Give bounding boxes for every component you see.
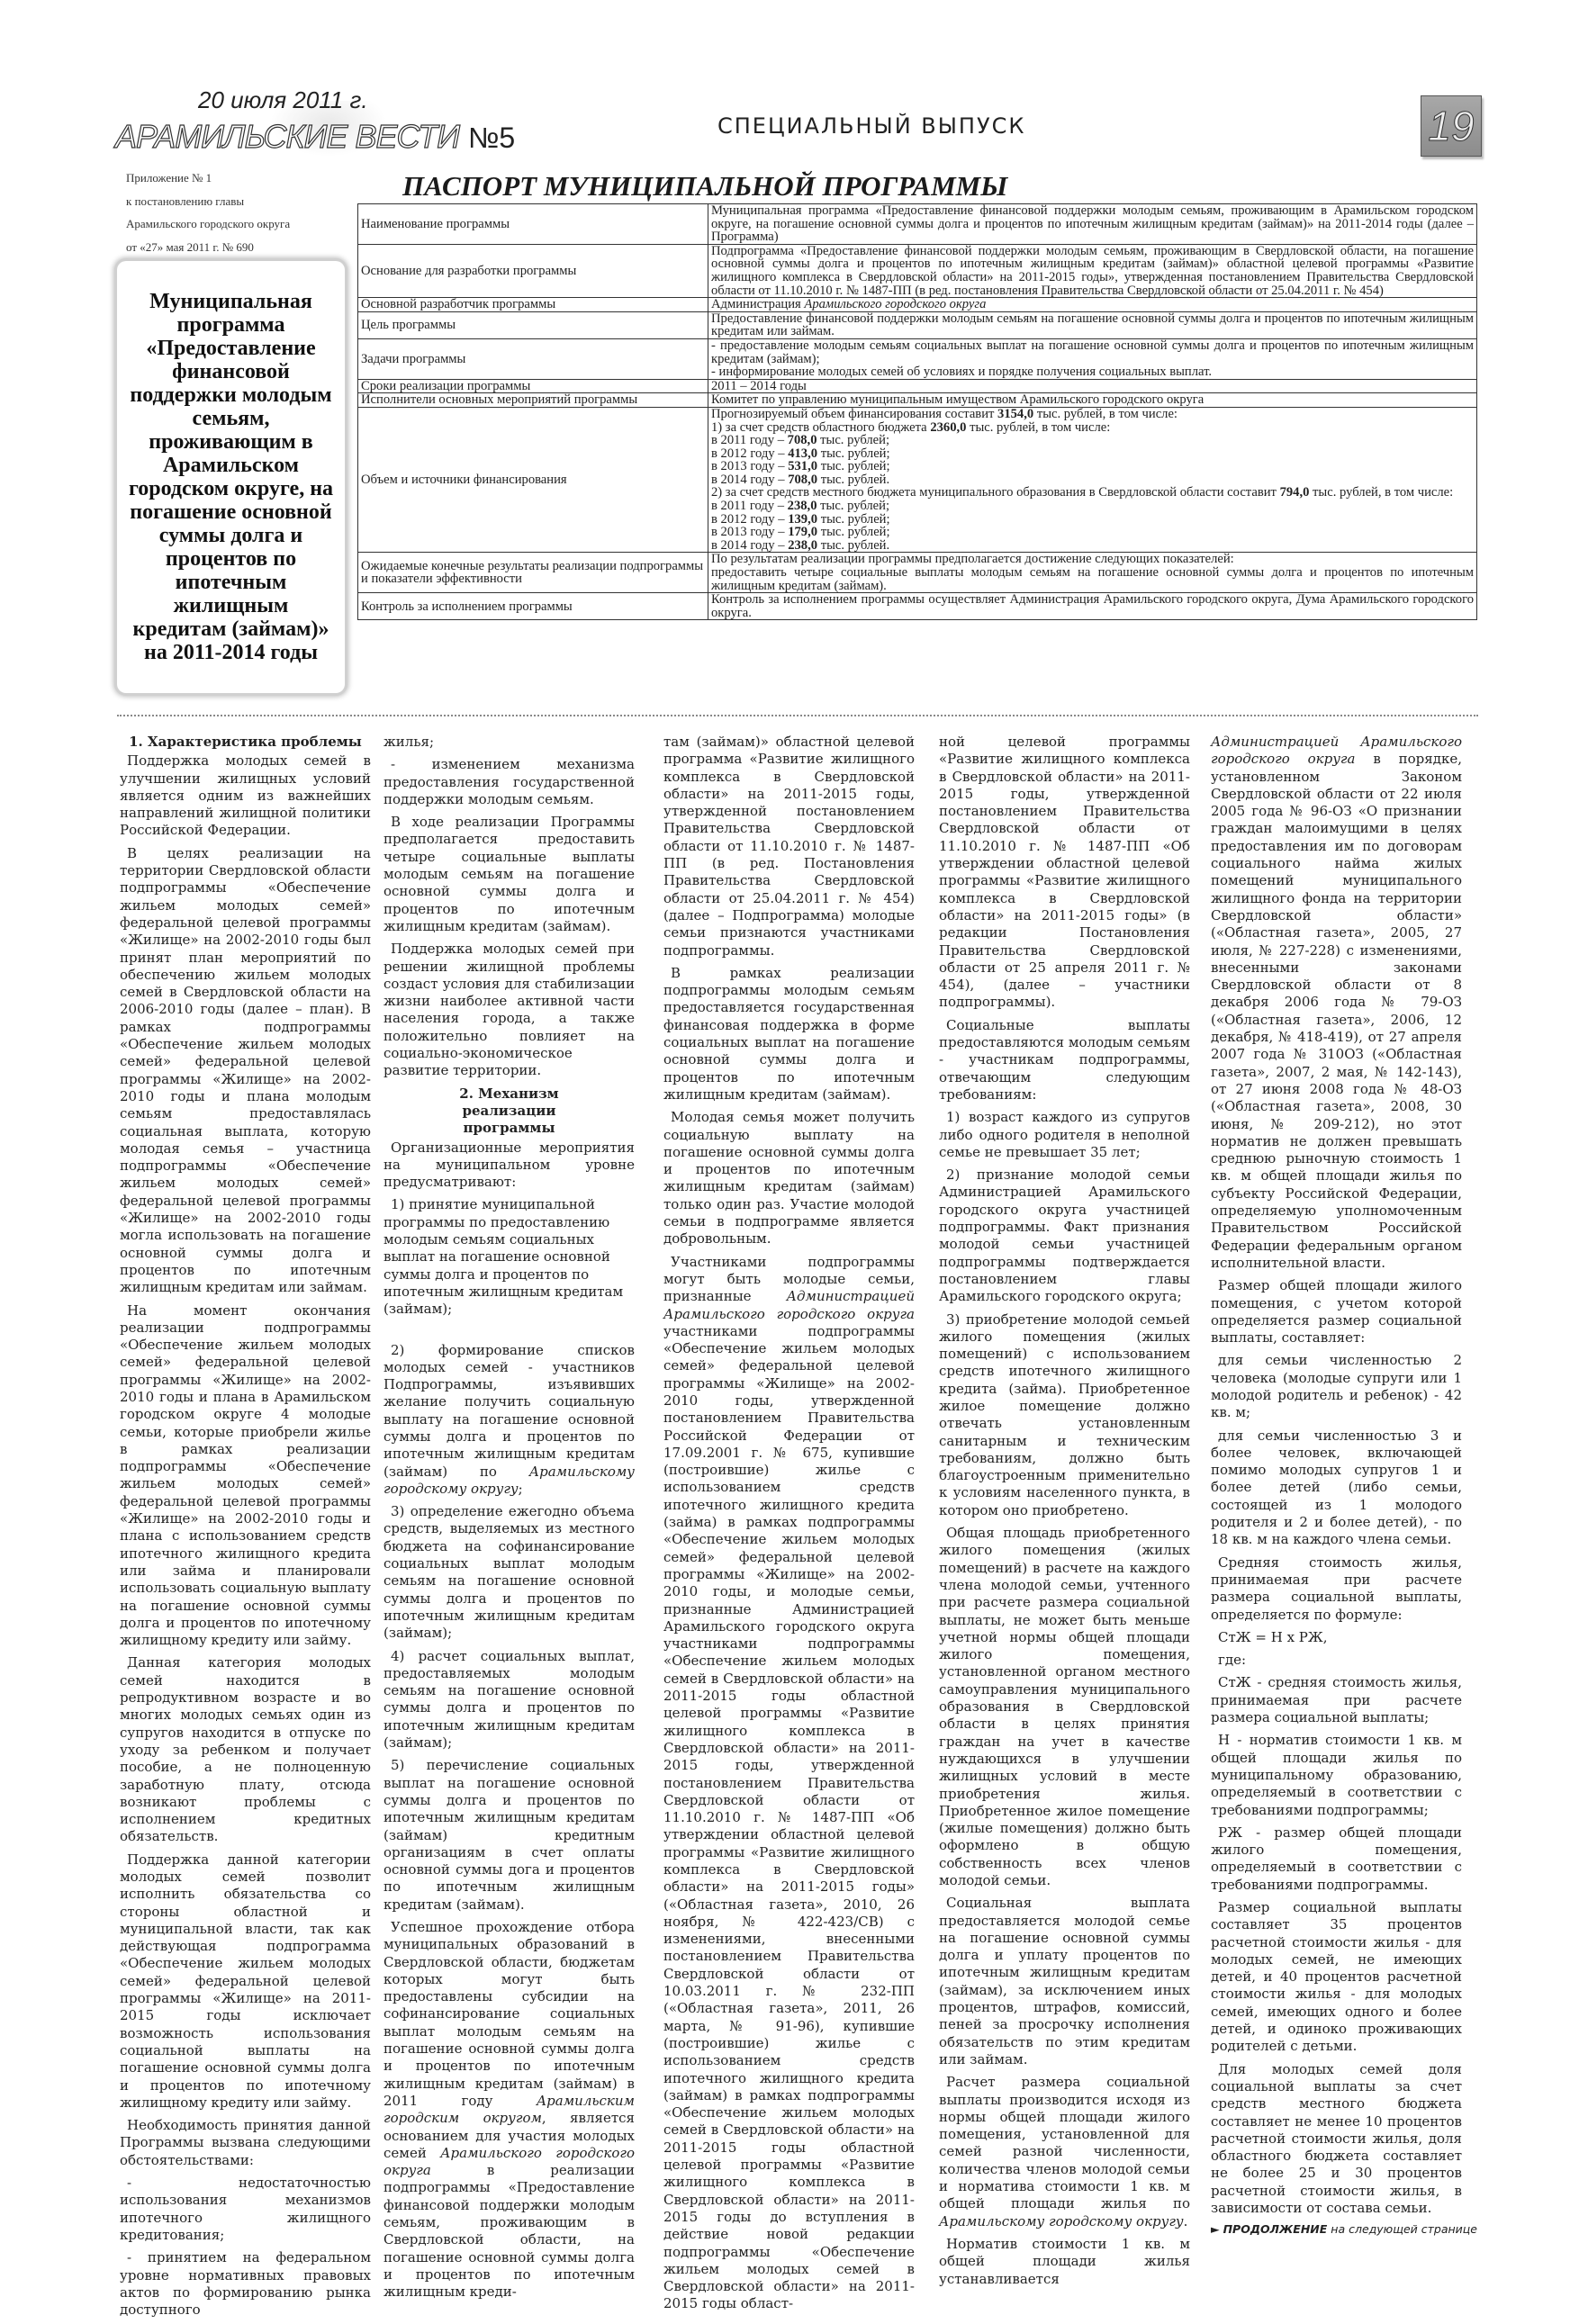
- text-run: в 2013 году –: [711, 459, 789, 474]
- continuation-text: на следующей странице: [1327, 2222, 1477, 2237]
- paragraph: [1211, 1554, 1462, 1624]
- text-run: в 2012 году –: [711, 511, 789, 527]
- section-heading: 2. Механизм реализации программы: [459, 1085, 559, 1137]
- text-run: 3) определение ежегодно объема средств, выделяемых из местного бюджета на софинансирование социальных выплат молодым семьям на погашение основной суммы долга и процентов по ипотечным жилищным кредитам (займам);: [383, 1503, 635, 1642]
- text-run: в 2014 году –: [711, 537, 789, 553]
- passport-value-line: [711, 408, 1474, 421]
- annex-line: Приложение № 1: [126, 171, 212, 185]
- passport-value-line: [711, 486, 1474, 500]
- spacer: [383, 1324, 635, 1342]
- paragraph: [120, 752, 371, 839]
- passport-row: [358, 553, 1477, 593]
- text-run: тыс. рублей;: [817, 446, 890, 461]
- text-run: Размер общей площади жилого помещения, с учетом которой определяется размер социальной выплаты, составляет:: [1211, 1277, 1462, 1347]
- passport-row: [358, 204, 1477, 245]
- passport-label: Цель программы: [358, 311, 708, 338]
- text-run: для семьи численностью 2 человека (молодые супруги или 1 молодой родитель и ребенок) - 42 кв. м;: [1211, 1352, 1462, 1421]
- paragraph-continued: [663, 734, 915, 959]
- italic-run: Арамильского городского округа: [383, 2144, 635, 2179]
- passport-row: [358, 311, 1477, 338]
- text-run: в 2013 году –: [711, 525, 789, 540]
- paragraph: [1211, 1428, 1462, 1549]
- paragraph: [383, 756, 635, 808]
- text-run: для семьи численностью 3 и более человек, включающей помимо молодых супругов 1 и более детей (либо семьи, состоящей из 1 молодого родителя и 2 и более детей), - по 18 кв. м на каждого члена семьи.: [1211, 1427, 1462, 1548]
- paragraph: [1211, 1629, 1462, 1646]
- text-run: Подпрограмма «Предоставление финансовой поддержки молодым семьям, проживающим в Свердловской области, на погашение основной суммы долга и процентов по ипотечным жилищным кредитам (займам)» областной целевой программы «Развитие жилищного комплекса в Свердловской области» на 2011-2015 годы», утвержденная постановлением Правительства Свердловской области от 11.10.2010 г. № 1487-ПП (в ред. постановления Правительства Свердловской области от 25.04.2011 г. № 454): [711, 243, 1474, 298]
- text-run: тыс. рублей;: [817, 511, 890, 527]
- italic-run: Арамильского городского округа: [804, 297, 987, 312]
- paragraph: [383, 814, 635, 935]
- text-run: тыс. рублей;: [817, 525, 890, 540]
- passport-value: [708, 204, 1477, 245]
- text-run: в порядке, установленном Законом Свердловской области от 22 июля 2005 года № 96-ОЗ «О признании граждан малоимущими в целях предоставления им по договорам социального найма жилых помещений муниципального жилищного фонда на территории Свердловской области» («Областная газета», 2005, 27 июля, № 227-228) с изменениями, внесенными законами Свердловской области от 8 декабря 2006 года № 79-ОЗ («Областная газета», 2006, 12 декабря, № 418-419), от 27 апреля 2007 года № 310ОЗ («Областная газета», 2007, 2 мая, № 142-143), от 27 июня 2008 года № 48-ОЗ («Областная газета», 2008, 30 июня, № 209-212), но этот норматив не должен превышать среднюю рыночную стоимость 1 кв. м общей площади жилья по субъекту Российской Федерации, определяемую уполномоченным Правительством Российской Федерации федеральным органом исполнительной власти.: [1211, 751, 1462, 1271]
- paragraph: [939, 1017, 1190, 1103]
- text-column-3: [663, 734, 915, 2319]
- text-run: Н - норматив стоимости 1 кв. м общей площади жилья по муниципальному образованию, определяемый в соответствии с требованиями подпрограммы;: [1211, 1732, 1462, 1818]
- text-run: ;: [518, 1480, 523, 1497]
- text-run: в 2014 году –: [711, 472, 789, 487]
- text-run: - принятием на федеральном уровне нормативных правовых актов по формированию рынка доступного: [120, 2249, 371, 2319]
- annex-line: Арамильского городского округа: [126, 217, 291, 230]
- passport-label: Задачи программы: [358, 338, 708, 379]
- text-run: - информирование молодых семей об условиях и порядке получения социальных выплат.: [711, 365, 1213, 380]
- passport-value-line: [711, 566, 1474, 592]
- paragraph: [939, 1525, 1190, 1889]
- passport-value: [708, 311, 1477, 338]
- bold-value: 708,0: [787, 433, 817, 448]
- bold-value: 708,0: [788, 472, 818, 487]
- passport-value-line: [711, 447, 1474, 461]
- text-run: - изменением механизма предоставления государственной поддержки молодым семьям.: [383, 756, 635, 807]
- text-run: СтЖ = Н х РЖ,: [1218, 1628, 1328, 1645]
- paragraph: [383, 1648, 635, 1752]
- passport-label: Сроки реализации программы: [358, 379, 708, 393]
- text-run: 1) за счет средств областного бюджета: [711, 419, 931, 435]
- text-run: - недостаточностью использования механизмов ипотечного жилищного кредитования;: [120, 2175, 371, 2243]
- bold-value: 238,0: [787, 499, 817, 514]
- text-run: Молодая семья может получить социальную выплату на погашение основной суммы долга и процентов по ипотечным жилищным кредитам (займам) только один раз. Участие молодой семьи в подпрограмме является добровольным.: [663, 1109, 915, 1248]
- text-run: в 2012 году –: [711, 446, 789, 461]
- passport-value-line: [711, 339, 1474, 365]
- text-run: Необходимость принятия данной Программы вызвана следующими обстоятельствами:: [120, 2117, 371, 2168]
- passport-value-line: [711, 526, 1474, 539]
- passport-value-line: [711, 365, 1474, 379]
- bold-value: 2360,0: [930, 419, 967, 435]
- bold-value: 238,0: [788, 537, 818, 553]
- text-run: 2) за счет средств местного бюджета муниципального образования в Свердловской области составит: [711, 485, 1280, 500]
- italic-run: Арамильскому городскому округу: [383, 1463, 635, 1497]
- passport-value: [708, 553, 1477, 593]
- passport-value: [708, 379, 1477, 393]
- issue-number: №5: [468, 122, 516, 154]
- paragraph-continued: [1211, 734, 1462, 1272]
- paragraph: [383, 1196, 635, 1318]
- text-run: Средняя стоимость жилья, принимаемая при расчете размера социальной выплаты, определяется по формуле:: [1211, 1554, 1462, 1623]
- text-run: Размер социальной выплаты составляет 35 процентов расчетной стоимости жилья - для молодых семей, не имеющих детей, и 40 процентов расчетной стоимости жилья - для молодых семей, имеющих одного и более детей, и одиноко проживающих родителей с детьми.: [1211, 1899, 1462, 2055]
- passport-label: Объем и источники финансирования: [358, 407, 708, 553]
- passport-row: [358, 244, 1477, 297]
- issue-date: 20 июля 2011 г.: [198, 86, 368, 113]
- passport-value: [708, 393, 1477, 408]
- page-number: 19: [1421, 95, 1482, 157]
- bold-value: 179,0: [788, 525, 818, 540]
- text-run: Расчет размера социальной выплаты производится исходя из нормы общей площади жилого помещения, установленной для семей разной численности, количества членов молодой семьи и норматива стоимости 1 кв. м общей площади жилья по: [939, 2074, 1190, 2212]
- passport-value: [708, 593, 1477, 620]
- text-run: в реализации подпрограммы «Предоставление финансовой поддержки молодым семьям, проживающим в Свердловской области, на погашение основной суммы долга и процентов по ипотечным жилищным креди-: [383, 2162, 635, 2301]
- paragraph: [663, 1254, 915, 2313]
- text-run: тыс. рублей, в том числе:: [1309, 485, 1454, 500]
- passport-value: [708, 244, 1477, 297]
- paragraph-continued: [383, 734, 635, 751]
- italic-run: Администрацией Арамильского городского округа: [663, 1288, 915, 1322]
- text-run: 1) принятие муниципальной программы по предоставлению молодым семьям социальных выплат на погашение основной суммы долга и процентов по ипотечным жилищным кредитам (займам);: [383, 1196, 624, 1318]
- text-column-1: [120, 734, 371, 2324]
- text-run: Предоставление финансовой поддержки молодым семьям на погашение основной суммы долга и процентов по ипотечным жилищным кредитам или займам.: [711, 311, 1474, 339]
- paragraph: [383, 1342, 635, 1499]
- passport-row: [358, 593, 1477, 620]
- program-title: Муниципальная программа «Предоставление финансовой поддержки молодым семьям, проживающим в Арамильском городском округе, на погашение основной суммы долга и процентов по ипотечным жилищным кредитам (займам)» на 2011-2014 годы: [128, 290, 334, 664]
- paragraph: [383, 1139, 635, 1192]
- text-column-5: [1211, 734, 1477, 2237]
- paragraph: [120, 2117, 371, 2169]
- section-title: СПЕЦИАЛЬНЫЙ ВЫПУСК: [717, 113, 1026, 139]
- text-run: Данная категория молодых семей находится в репродуктивном возрасте и во многих молодых семьях один из супругов находится в отпуске по уходу за ребенком и получает пособие, а не полноценную заработную плату, отсюда возникают проблемы с исполнением кредитных обязательств.: [120, 1654, 371, 1845]
- paragraph: [1211, 1824, 1462, 1894]
- paragraph: [1211, 1732, 1462, 1818]
- text-run: Прогнозируемый объем финансирования составит: [711, 406, 998, 421]
- passport-row: [358, 338, 1477, 379]
- text-run: В рамках реализации подпрограммы молодым семьям предоставляется государственная финансовая поддержка в форме социальных выплат на погашение основной суммы долга и процентов по ипотечным жилищным кредитам (займам).: [663, 964, 915, 1103]
- passport-value-line: [711, 421, 1474, 435]
- passport-row: [358, 407, 1477, 553]
- text-run: где:: [1218, 1652, 1247, 1669]
- passport-title: ПАСПОРТ МУНИЦИПАЛЬНОЙ ПРОГРАММЫ: [402, 170, 1008, 202]
- paragraph: [120, 2175, 371, 2244]
- paragraph: [1211, 1674, 1462, 1726]
- passport-label: Основание для разработки программы: [358, 244, 708, 297]
- paragraph: [383, 1919, 635, 2301]
- text-run: Общая площадь приобретенного жилого помещения (жилых помещений) в расчете на каждого члена молодой семьи, учтенного при расчете размера социальной выплаты, не может быть меньше учетной нормы общей площади жилого помещения, установленной органом местного самоуправления муниципального образования в Свердловской области в целях принятия граждан на учет в качестве нуждающихся в улучшении жилищных условий в месте приобретения жилья. Приобретенное жилое помещение (жилые помещения) должно быть оформлено в общую собственность всех членов молодой семьи.: [939, 1525, 1190, 1888]
- paragraph: [120, 2249, 371, 2319]
- program-title-box: [117, 261, 345, 693]
- text-run: Комитет по управлению муниципальным имуществом Арамильского городского округа: [711, 392, 1205, 408]
- text-run: в 2011 году –: [711, 499, 788, 514]
- continuation-label: ПРОДОЛЖЕНИЕ: [1223, 2222, 1328, 2237]
- bold-value: 413,0: [788, 446, 818, 461]
- text-run: Социальная выплата предоставляется молодой семье на погашение основной суммы долга и уплату процентов по ипотечным жилищным кредитам (займам), за исключением иных процентов, штрафов, комиссий, пеней за просрочку исполнения обязательств по этим кредитам или займам.: [939, 1895, 1190, 2067]
- passport-value-line: [711, 393, 1474, 407]
- dotted-divider: [117, 715, 1478, 716]
- text-run: 2011 – 2014 годы: [711, 378, 807, 393]
- text-run: Контроль за исполнением программы осуществляет Администрация Арамильского городского округа, Дума Арамильского городского округа.: [711, 592, 1474, 620]
- text-run: ной целевой программы «Развитие жилищного комплекса в Свердловской области» на 2011-2015 годы, утвержденной постановлением Правительства Свердловской области от 11.10.2010 г. № 1487-ПП «Об утверждении областной целевой программы «Развитие жилищного комплекса в Свердловской области» на 2011-2015 годы» (в редакции Постановления Правительства Свердловской области от 25 апреля 2011 г. № 454), (далее – участники подпрограммы).: [939, 734, 1190, 1011]
- text-run: в 2011 году –: [711, 433, 788, 448]
- passport-value-line: [711, 539, 1474, 553]
- text-run: там (займам)» областной целевой программа «Развитие жилищного комплекса в Свердловской области» на 2011-2015 годы, утвержденной постановлением Правительства Свердловской области от 11.10.2010 г. № 1487-ПП (в ред. Постановления Правительства Свердловской области от 25.04.2011 г. № 454) (далее – Подпрограмма) молодые семьи признаются участниками подпрограммы.: [663, 734, 915, 959]
- text-run: В ходе реализации Программы предполагается предоставить четыре социальные выплаты молодым семьям на погашение основной суммы долга и процентов по ипотечным жилищным кредитам (займам).: [383, 814, 635, 934]
- text-run: 5) перечисление социальных выплат на погашение основной суммы долга и процентов по ипотечным жилищным кредитам (займам) кредитным организациям в счет оплаты основной суммы дога и процентов по ипотечным жилищным кредитам (займам).: [383, 1757, 635, 1913]
- paragraph: [1211, 1899, 1462, 2056]
- italic-run: Арамильскому городскому округу: [939, 2212, 1184, 2229]
- paragraph: [120, 845, 371, 1297]
- masthead-logo: АРАМИЛЬСКИЕ ВЕСТИ: [115, 118, 460, 155]
- text-run: 3) приобретение молодой семьей жилого помещения (жилых помещений) с использованием средств ипотечного жилищного кредита (займа). Приобретенное жилое помещение должно отвечать установленным санитарным и техническим требованиям, должно быть благоустроенным применительно к условиям населенного пункта, в котором оно приобретено.: [939, 1311, 1190, 1518]
- text-run: 4) расчет социальных выплат, предоставляемых молодым семьям на погашение основной суммы долга и процентов по ипотечным жилищным кредитам (займам);: [383, 1647, 635, 1752]
- passport-row: [358, 379, 1477, 393]
- passport-value-line: [711, 553, 1474, 566]
- paragraph: [383, 1503, 635, 1642]
- paragraph: [1211, 1652, 1462, 1669]
- passport-value-line: [711, 593, 1474, 619]
- text-run: - предоставление молодым семьям социальных выплат на погашение основной суммы долга и процентов по ипотечным жилищным кредитам (займам);: [711, 338, 1474, 366]
- passport-row: [358, 298, 1477, 312]
- paragraph: [120, 1851, 371, 2112]
- text-run: 1) возраст каждого из супругов либо одного родителя в неполной семье не превышает 35 лет;: [939, 1109, 1190, 1160]
- text-run: 2) формирование списков молодых семей - участников Подпрограммы, изъявивших желание получить социальную выплату на погашение основной суммы долга и процентов по ипотечным жилищным кредитам (займам) по: [383, 1341, 635, 1480]
- text-run: участниками подпрограммы «Обеспечение жильем молодых семей» федеральной целевой программы «Жилище» на 2002-2010 годы, утвержденной постановлением Правительства Российской Федерации от 17.09.2001 г. № 675, купившие (построившие) жилье с использованием средств ипотечного жилищного кредита (займа) в рамках подпрограммы «Обеспечение жильем молодых семей» федеральной целевой программы «Жилище» на 2002-2010 годы, и молодые семьи, признанные Администрацией Арамильского городского округа участниками подпрограммы «Обеспечение жильем молодых семей в Свердловской области» на 2011-2015 годы областной целевой программы «Развитие жилищного комплекса в Свердловской области» на 2011-2015 годы, утвержденной постановлением Правительства Свердловской области от 11.10.2010 г. № 1487-ПП «Об утверждении областной целевой программы «Развитие жилищного комплекса в Свердловской области» на 2011-2015 годы» («Областная газета», 2010, 26 ноября, № 422-423/СВ) с изменениями, внесенными постановлением Правительства Свердловской области от 10.03.2011 г. № 232-ПП («Областная газета», 2011, 26 марта, № 91-96), купившие (построившие) жилье с использованием средств ипотечного жилищного кредита (займам) в рамках подпрограммы «Обеспечение жильем молодых семей в Свердловской области» на 2011-2015 годы областной целевой программы «Развитие жилищного комплекса в Свердловской области» на 2011-2015 годы до вступления в действие новой редакции подпрограммы «Обеспечение жильем молодых семей в Свердловской области» на 2011-2015 годы област-: [663, 1322, 915, 2312]
- passport-value-line: [711, 204, 1474, 244]
- text-run: , является основанием для участия молодых семей: [383, 2110, 635, 2161]
- italic-run: Администрацией Арамильского городского округа: [1211, 734, 1462, 768]
- text-run: СтЖ - средняя стоимость жилья, принимаемая при расчете размера социальной выплаты;: [1211, 1674, 1462, 1726]
- text-run: .: [1183, 2212, 1188, 2229]
- text-column-4: [939, 734, 1190, 2293]
- passport-value-line: [711, 245, 1474, 297]
- passport-label: Исполнители основных мероприятий программы: [358, 393, 708, 408]
- paragraph: [939, 1311, 1190, 1520]
- text-run: Успешное прохождение отбора муниципальных образований в Свердловской области, бюджетам которых могут быть предоставлены субсидии на софинансирование социальных выплат молодым семьям на погашение основной суммы долга и процентов по ипотечным жилищным кредитам (займам) в 2011 году: [383, 1919, 635, 2109]
- paragraph: [383, 1757, 635, 1914]
- passport-label: Контроль за исполнением программы: [358, 593, 708, 620]
- paragraph: [663, 1109, 915, 1248]
- text-run: Норматив стоимости 1 кв. м общей площади жилья устанавливается: [939, 2235, 1190, 2287]
- passport-label: Ожидаемые конечные результаты реализации подпрограммы и показатели эффективности: [358, 553, 708, 593]
- passport-value: [708, 298, 1477, 312]
- passport-value-line: [711, 434, 1474, 447]
- text-run: Организационные мероприятия на муниципальном уровне предусматривают:: [383, 1139, 635, 1191]
- paragraph: [1211, 2061, 1462, 2218]
- text-run: Участниками подпрограммы могут быть молодые семьи, признанные: [663, 1253, 915, 1305]
- text-run: предоставить четыре социальные выплаты молодым семьям на погашение основной суммы долга и процентов по ипотечным жилищным кредитам (займам).: [711, 565, 1474, 593]
- annex-line: от «27» мая 2011 г. № 690: [126, 239, 254, 254]
- text-run: Для молодых семей доля социальной выплаты за счет средств местного бюджета составляет не менее 10 процентов расчетной стоимости жилья, доля областного бюджета составляет не более 25 и 30 процентов расчетной стоимости жилья, в зависимости от состава семьи.: [1211, 2060, 1462, 2217]
- text-run: тыс. рублей.: [817, 472, 890, 487]
- passport-value: [708, 338, 1477, 379]
- text-run: тыс. рублей;: [817, 459, 890, 474]
- text-run: РЖ - размер общей площади жилого помещения, определяемый в соответствии с требованиями подпрограммы.: [1211, 1824, 1462, 1893]
- text-run: По результатам реализации программы предполагается достижение следующих показателей:: [711, 552, 1234, 567]
- section-heading: 1. Характеристика проблемы: [129, 734, 362, 750]
- italic-run: Арамильским городским округом: [383, 2092, 635, 2127]
- paragraph: [120, 1302, 371, 1650]
- passport-label: Основной разработчик программы: [358, 298, 708, 312]
- paragraph: [1211, 1352, 1462, 1421]
- text-run: В целях реализации на территории Свердловской области подпрограммы «Обеспечение жильем молодых семей» федеральной целевой программы «Жилище» на 2002-2010 годы был принят план мероприятий по обеспечению жильем молодых семей в Свердловской области на 2006-2010 годы (далее – план). В рамках подпрограммы «Обеспечение жильем молодых семей» федеральной целевой программы «Жилище» на 2002-2010 годы и плана молодым семьям предоставлялась социальная выплата, которую молодая семья – участница подпрограммы «Обеспечение жильем молодых семей» федеральной целевой программы «Жилище» на 2002-2010 годы могла использовать на погашение основной суммы долга и процентов по ипотечным жилищным кредитам или займам.: [120, 844, 371, 1296]
- text-run: 2) признание молодой семьи Администрацией Арамильского городского округа участницей подпрограммы. Факт признания молодой семьи участницей подпрограммы подтверждается постановлением главы Арамильского городского округа;: [939, 1167, 1190, 1305]
- passport-value-line: [711, 298, 1474, 311]
- text-run: тыс. рублей, в том числе:: [1033, 406, 1177, 421]
- passport-table: [357, 203, 1477, 620]
- continued-on-next-page: [1211, 2222, 1477, 2237]
- paragraph: [120, 1654, 371, 1845]
- paragraph: [383, 941, 635, 1079]
- text-run: На момент окончания реализации подпрограммы «Обеспечение жильем молодых семей» федеральной целевой программы «Жилище» на 2002-2010 годы и плана в Арамильском городском округе 4 молодые семьи, которые приобрели жилье в рамках реализации подпрограммы «Обеспечение жильем молодых семей» федеральной целевой программы «Жилище» на 2002-2010 годы и плана с использованием средств ипотечного жилищного кредита или займа и планировали использовать социальную выплату на погашение основной суммы долга и процентов по ипотечному жилищному кредиту или займу.: [120, 1302, 371, 1649]
- passport-row: [358, 393, 1477, 408]
- annex-note: [126, 171, 290, 263]
- bold-value: 794,0: [1279, 485, 1310, 500]
- bold-value: 531,0: [788, 459, 818, 474]
- paragraph: [939, 1109, 1190, 1161]
- text-run: тыс. рублей;: [817, 499, 890, 514]
- text-column-2: [383, 734, 635, 2307]
- paragraph: [939, 1167, 1190, 1305]
- text-run: Поддержка молодых семей в улучшении жилищных условий является одним из важнейших направлений жилищной политики Российской Федерации.: [120, 752, 371, 839]
- passport-value: [708, 407, 1477, 553]
- annex-line: к постановлению главы: [126, 194, 245, 208]
- passport-value-line: [711, 312, 1474, 338]
- paragraph: [939, 2236, 1190, 2288]
- text-run: Администрация: [711, 297, 805, 312]
- passport-value-line: [711, 500, 1474, 513]
- passport-value-line: [711, 513, 1474, 527]
- arrow-right-icon: ►: [1211, 2222, 1223, 2237]
- bold-value: 139,0: [788, 511, 818, 527]
- text-run: жилья;: [383, 734, 435, 750]
- bold-value: 3154,0: [997, 406, 1034, 421]
- paragraph: [1211, 1277, 1462, 1347]
- masthead: [115, 119, 515, 156]
- passport-value-line: [711, 380, 1474, 393]
- passport-value-line: [711, 473, 1474, 487]
- text-run: тыс. рублей, в том числе:: [966, 419, 1111, 435]
- passport-value-line: [711, 460, 1474, 473]
- text-run: Поддержка молодых семей при решении жилищной проблемы создаст условия для стабилизации жизни наиболее активной части населения города, а также положительно повлияет на социально-экономическое развитие территории.: [383, 941, 635, 1079]
- text-run: тыс. рублей;: [817, 433, 890, 448]
- text-run: Поддержка данной категории молодых семей позволит исполнить обязательства со стороны областной и муниципальной власти, так как действующая подпрограмма «Обеспечение жильем молодых семей» федеральной целевой программы «Жилище» на 2011-2015 годы исключает возможность использования социальной выплаты на погашение основной суммы долга и процентов по ипотечному жилищному кредиту или займу.: [120, 1851, 371, 2111]
- paragraph-continued: [939, 734, 1190, 1012]
- text-run: тыс. рублей.: [817, 537, 890, 553]
- text-run: Социальные выплаты предоставляются молодым семьям - участникам подпрограммы, отвечающим следующим требованиям:: [939, 1016, 1190, 1103]
- paragraph: [939, 2074, 1190, 2230]
- paragraph: [939, 1895, 1190, 2068]
- paragraph: [663, 965, 915, 1103]
- text-run: Муниципальная программа «Предоставление финансовой поддержки молодым семьям, проживающим в Арамильском городском округе, на погашение основной суммы долга и процентов по ипотечным жилищным кредитам (займам)» на 2011-2014 годы (далее – Программа): [711, 203, 1474, 245]
- passport-label: Наименование программы: [358, 204, 708, 245]
